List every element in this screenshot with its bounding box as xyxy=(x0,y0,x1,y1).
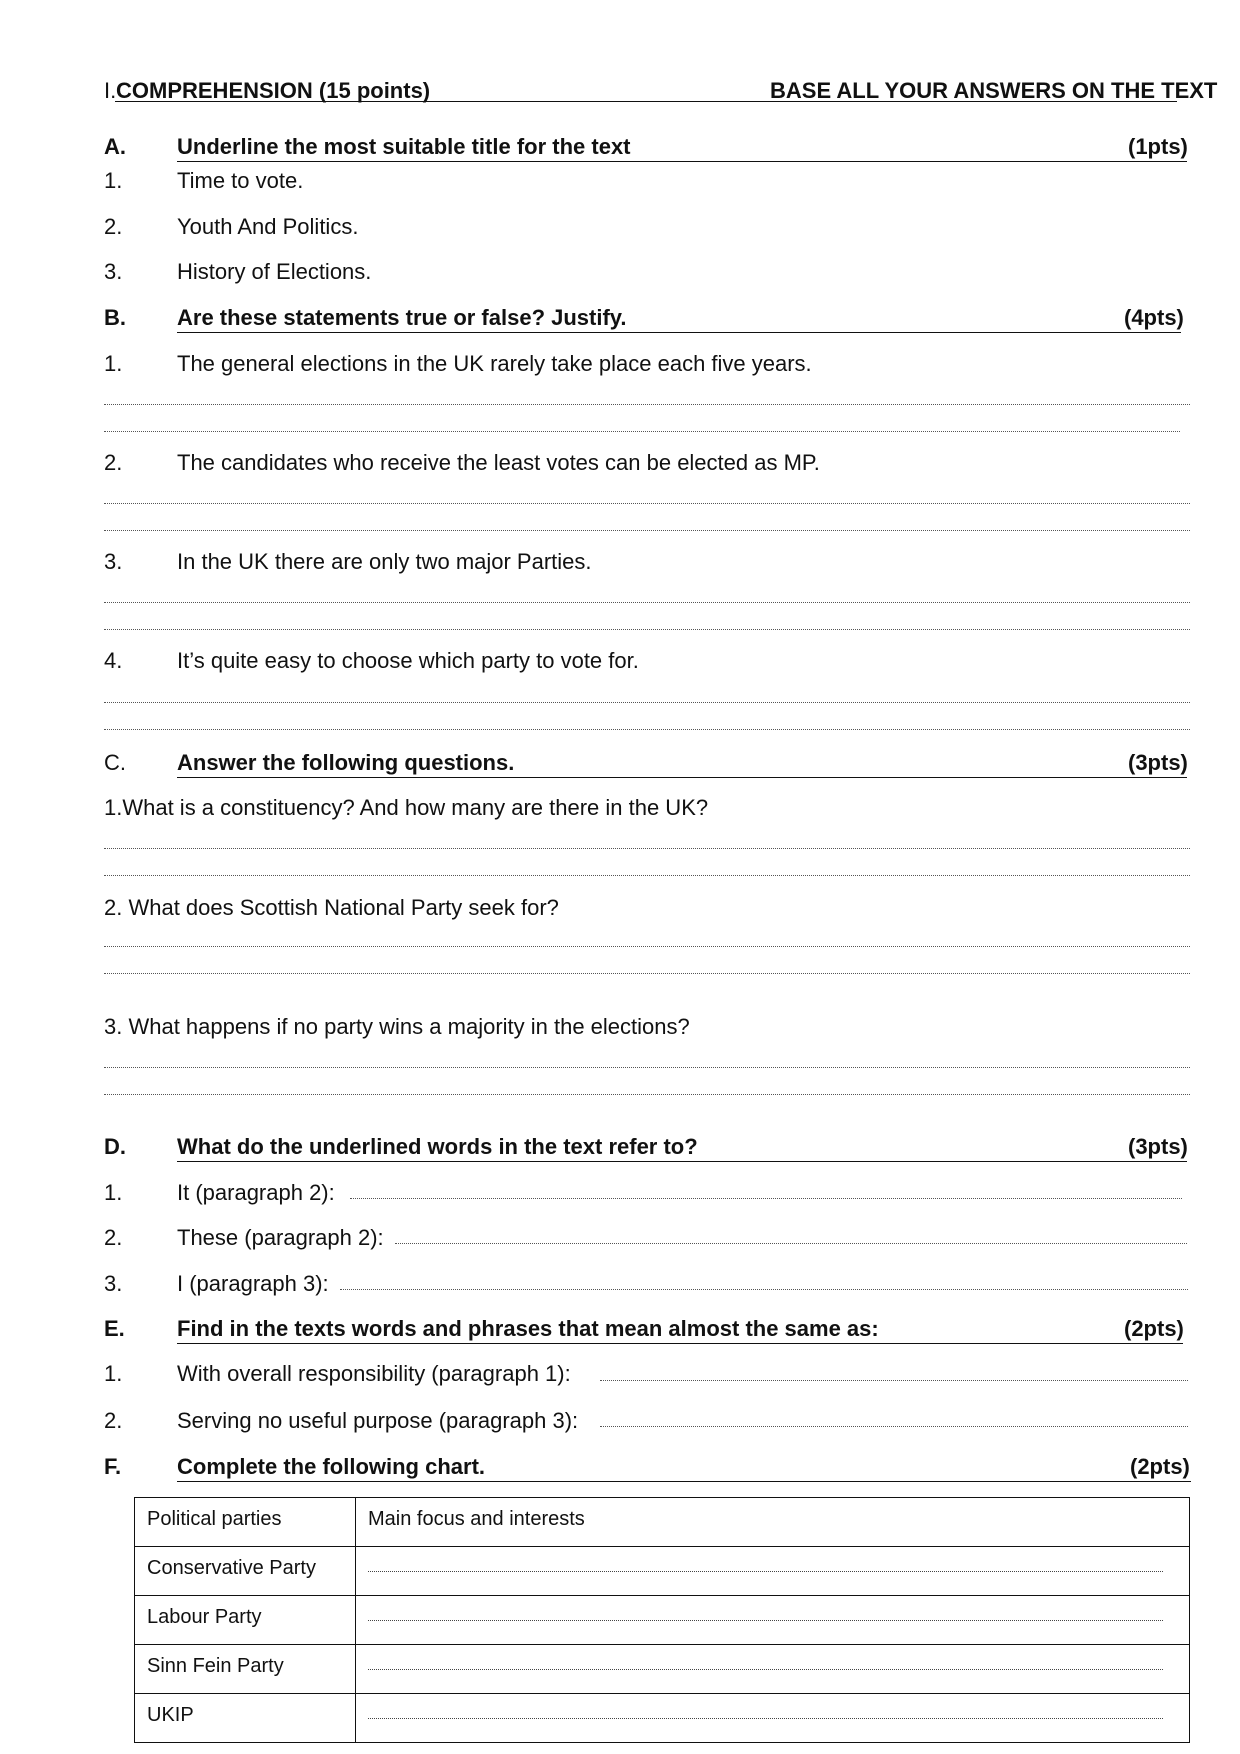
section-d-points: (3pts) xyxy=(1128,1134,1188,1159)
answer-line[interactable] xyxy=(104,946,1190,947)
table-row xyxy=(135,1596,1190,1645)
statement-text: In the UK there are only two major Parties. xyxy=(177,549,592,574)
table-row xyxy=(135,1547,1190,1596)
reference-prompt: These (paragraph 2): xyxy=(177,1225,384,1250)
focus-answer-cell[interactable] xyxy=(356,1645,1190,1694)
section-e-title: Find in the texts words and phrases that mean almost the same as: xyxy=(177,1316,1183,1344)
title-option[interactable]: History of Elections. xyxy=(177,259,372,284)
exercise-number: I. xyxy=(104,78,117,103)
section-f-points: (2pts) xyxy=(1130,1454,1190,1479)
answer-line[interactable] xyxy=(104,875,1190,876)
answer-line[interactable] xyxy=(104,1067,1190,1068)
section-c-title: Answer the following questions. xyxy=(177,750,1187,778)
party-name: UKIP xyxy=(135,1694,356,1743)
answer-line[interactable] xyxy=(368,1718,1163,1719)
answer-line[interactable] xyxy=(600,1380,1188,1381)
answer-line[interactable] xyxy=(395,1243,1187,1244)
section-e-points: (2pts) xyxy=(1124,1316,1184,1341)
answer-line[interactable] xyxy=(600,1426,1188,1427)
party-name: Conservative Party xyxy=(135,1547,356,1596)
focus-answer-cell[interactable] xyxy=(356,1596,1190,1645)
answer-line[interactable] xyxy=(368,1669,1163,1670)
answer-line[interactable] xyxy=(368,1571,1163,1572)
header-underline xyxy=(115,101,1177,102)
statement-number: 1. xyxy=(104,351,123,376)
section-e-letter: E. xyxy=(104,1316,125,1341)
section-b-title: Are these statements true or false? Justify. xyxy=(177,305,1181,333)
synonym-prompt: Serving no useful purpose (paragraph 3): xyxy=(177,1408,579,1433)
answer-line[interactable] xyxy=(104,431,1180,432)
answer-line[interactable] xyxy=(104,629,1190,630)
answer-line[interactable] xyxy=(104,702,1190,703)
section-d-letter: D. xyxy=(104,1134,126,1159)
table-row xyxy=(135,1694,1190,1743)
answer-line[interactable] xyxy=(104,729,1190,730)
question-text: 1.What is a constituency? And how many are there in the UK? xyxy=(104,795,709,820)
section-a-points: (1pts) xyxy=(1128,134,1188,159)
answer-line[interactable] xyxy=(104,602,1190,603)
focus-answer-cell[interactable] xyxy=(356,1547,1190,1596)
answer-line[interactable] xyxy=(104,530,1190,531)
item-number: 2. xyxy=(104,1408,123,1433)
answer-line[interactable] xyxy=(340,1289,1188,1290)
answer-line[interactable] xyxy=(350,1198,1182,1199)
answer-line[interactable] xyxy=(104,404,1190,405)
reference-prompt: I (paragraph 3): xyxy=(177,1271,329,1296)
answer-line[interactable] xyxy=(104,848,1190,849)
instruction-header: BASE ALL YOUR ANSWERS ON THE TEXT xyxy=(770,78,1218,103)
section-c-letter: C. xyxy=(104,750,126,775)
item-number: 1. xyxy=(104,1361,123,1386)
answer-line[interactable] xyxy=(104,973,1190,974)
section-d-title: What do the underlined words in the text refer to? xyxy=(177,1134,1187,1162)
item-number: 1. xyxy=(104,1180,123,1205)
statement-number: 3. xyxy=(104,549,123,574)
option-number: 2. xyxy=(104,214,123,239)
section-c-points: (3pts) xyxy=(1128,750,1188,775)
reference-prompt: It (paragraph 2): xyxy=(177,1180,335,1205)
section-f-letter: F. xyxy=(104,1454,122,1479)
table-row xyxy=(135,1645,1190,1694)
section-b-letter: B. xyxy=(104,305,126,330)
option-number: 1. xyxy=(104,168,123,193)
party-name: Sinn Fein Party xyxy=(135,1645,356,1694)
section-f-title: Complete the following chart. xyxy=(177,1454,1191,1482)
section-a-letter: A. xyxy=(104,134,126,159)
question-text: 2. What does Scottish National Party seek for? xyxy=(104,895,559,920)
table-header-row xyxy=(135,1498,1190,1547)
political-parties-chart xyxy=(134,1497,1190,1743)
exercise-title: COMPREHENSION (15 points) xyxy=(116,78,431,103)
focus-answer-cell[interactable] xyxy=(356,1694,1190,1743)
statement-text: It’s quite easy to choose which party to vote for. xyxy=(177,648,639,673)
title-option[interactable]: Time to vote. xyxy=(177,168,304,193)
title-option[interactable]: Youth And Politics. xyxy=(177,214,359,239)
party-name: Labour Party xyxy=(135,1596,356,1645)
answer-line[interactable] xyxy=(368,1620,1163,1621)
item-number: 3. xyxy=(104,1271,123,1296)
statement-number: 4. xyxy=(104,648,123,673)
statement-text: The candidates who receive the least votes can be elected as MP. xyxy=(177,450,820,475)
answer-line[interactable] xyxy=(104,503,1190,504)
question-text: 3. What happens if no party wins a majority in the elections? xyxy=(104,1014,690,1039)
item-number: 2. xyxy=(104,1225,123,1250)
statement-number: 2. xyxy=(104,450,123,475)
synonym-prompt: With overall responsibility (paragraph 1): xyxy=(177,1361,571,1386)
section-a-title: Underline the most suitable title for the text xyxy=(177,134,1187,162)
answer-line[interactable] xyxy=(104,1094,1190,1095)
column-header: Political parties xyxy=(135,1498,356,1547)
column-header: Main focus and interests xyxy=(356,1498,1190,1547)
option-number: 3. xyxy=(104,259,123,284)
section-b-points: (4pts) xyxy=(1124,305,1184,330)
statement-text: The general elections in the UK rarely take place each five years. xyxy=(177,351,812,376)
